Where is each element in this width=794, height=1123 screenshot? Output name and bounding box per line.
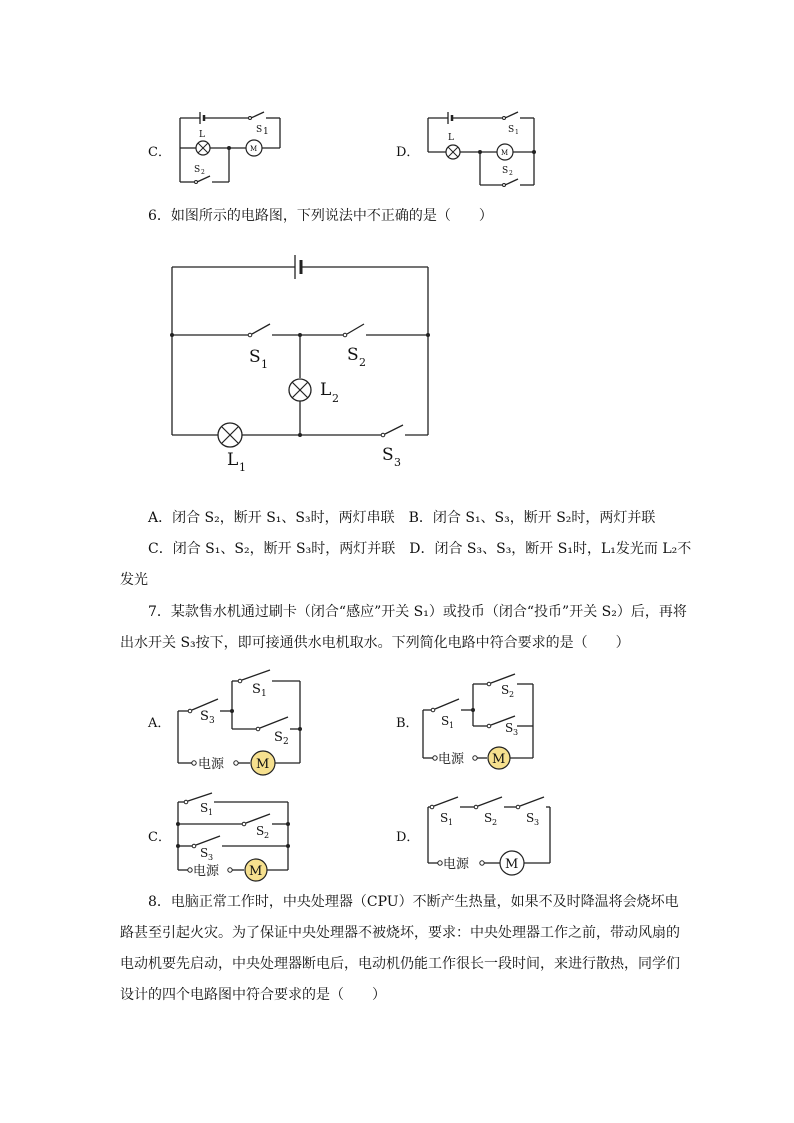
q6-s3-sub: 3 bbox=[394, 456, 401, 469]
q7b-s3: S bbox=[505, 721, 514, 735]
q6-s1-label: S bbox=[249, 347, 261, 367]
q7b-s1: S bbox=[441, 714, 450, 728]
q8-line3: 电动机要先启动，中央处理器断电后，电动机仍能工作很长一段时间，来进行散热，同学们 bbox=[120, 956, 680, 972]
q7-circuit-c bbox=[170, 790, 300, 885]
s1-label: S bbox=[256, 125, 263, 135]
q8-line1: 8．电脑正常工作时，中央处理器（CPU）不断产生热量，如果不及时降温将会烧坏电 bbox=[148, 894, 679, 910]
option-c-label: C． bbox=[148, 145, 171, 160]
s2-sub: 2 bbox=[201, 169, 205, 176]
q7a-power: 电源 bbox=[198, 757, 225, 772]
motor-label: M bbox=[250, 145, 258, 153]
q7-option-d-label: D． bbox=[396, 830, 420, 845]
q7d-s2-sub: 2 bbox=[492, 818, 498, 827]
q7b-motor: M bbox=[492, 752, 506, 767]
q7c-s2: S bbox=[256, 824, 265, 838]
q8-line4: 设计的四个电路图中符合要求的是（ ） bbox=[120, 987, 386, 1003]
q6-l1-label: L bbox=[227, 450, 239, 470]
q6-circuit bbox=[160, 250, 450, 480]
q7d-power: 电源 bbox=[443, 857, 470, 872]
s1-sub-d: 1 bbox=[515, 129, 519, 136]
q7d-s1: S bbox=[440, 811, 449, 825]
q7b-s3-sub: 3 bbox=[513, 728, 519, 737]
q6-l1-sub: 1 bbox=[239, 461, 246, 474]
q7d-s3-sub: 3 bbox=[534, 818, 540, 827]
motor-label-d: M bbox=[501, 149, 509, 157]
q7b-s2-sub: 2 bbox=[509, 690, 515, 699]
q6-s2-sub: 2 bbox=[359, 356, 366, 369]
q7b-s1-sub: 1 bbox=[449, 721, 455, 730]
q7d-s3: S bbox=[526, 811, 535, 825]
s2-sub-d: 2 bbox=[509, 170, 513, 177]
q6-s1-sub: 1 bbox=[261, 358, 268, 371]
q7c-s3-sub: 3 bbox=[208, 853, 214, 862]
q7c-s1-sub: 1 bbox=[208, 808, 214, 817]
q7-line1: 7．某款售水机通过刷卡（闭合“感应”开关 S₁）或投币（闭合“投币”开关 S₂）后，再将 bbox=[148, 604, 687, 620]
q7-circuit-b bbox=[415, 672, 545, 772]
q7c-power: 电源 bbox=[193, 864, 220, 879]
q7a-s3: S bbox=[200, 709, 209, 724]
s1-sub: 1 bbox=[263, 127, 269, 137]
q6-options-ab: A．闭合 S₂，断开 S₁、S₃时，两灯串联 B．闭合 S₁、S₃，断开 S₂时，两灯并联 bbox=[148, 510, 656, 526]
circuit-top-c bbox=[172, 110, 292, 190]
q7a-s1: S bbox=[252, 682, 261, 697]
s2-label: S bbox=[194, 165, 201, 175]
option-d-label: D． bbox=[396, 145, 420, 160]
q7c-motor: M bbox=[249, 864, 263, 879]
q6-s2-label: S bbox=[347, 345, 359, 365]
q7-option-c-label: C． bbox=[148, 830, 171, 845]
q6-options-cd: C．闭合 S₁、S₂，断开 S₃时，两灯并联 D．闭合 S₃、S₃，断开 S₁时，L₁发光而 L₂不 bbox=[148, 541, 692, 557]
q6-title: 6．如图所示的电路图，下列说法中不正确的是（ ） bbox=[148, 208, 493, 224]
q7-option-a-label: A． bbox=[148, 716, 171, 731]
lamp-label-d: L bbox=[448, 133, 454, 143]
s2-label-d: S bbox=[502, 166, 509, 176]
q7b-s2: S bbox=[501, 683, 510, 697]
q7-circuit-a bbox=[170, 665, 310, 775]
q6-options-cd-cont: 发光 bbox=[120, 572, 148, 588]
q6-l2-sub: 2 bbox=[332, 392, 339, 405]
q7a-s2-sub: 2 bbox=[283, 737, 289, 747]
q7-line2: 出水开关 S₃按下，即可接通供水电机取水。下列简化电路中符合要求的是（ ） bbox=[120, 635, 630, 651]
q7c-s3: S bbox=[200, 846, 209, 860]
q7b-power: 电源 bbox=[438, 752, 465, 767]
q7a-s1-sub: 1 bbox=[261, 689, 267, 699]
circuit-top-d bbox=[420, 110, 545, 190]
q7c-s1: S bbox=[200, 801, 209, 815]
q7-option-b-label: B． bbox=[396, 716, 419, 731]
q7d-s1-sub: 1 bbox=[448, 818, 454, 827]
q6-s3-label: S bbox=[382, 445, 394, 465]
lamp-label: L bbox=[199, 130, 205, 140]
q7a-s2: S bbox=[274, 730, 283, 745]
q7d-motor: M bbox=[505, 857, 519, 872]
q8-line2: 路甚至引起火灾。为了保证中央处理器不被烧坏，要求：中央处理器工作之前，带动风扇的 bbox=[120, 925, 680, 941]
q7c-s2-sub: 2 bbox=[264, 831, 270, 840]
q7d-s2: S bbox=[484, 811, 493, 825]
q6-l2-label: L bbox=[320, 380, 332, 400]
q7-circuit-d bbox=[420, 793, 560, 878]
q7a-motor: M bbox=[256, 757, 270, 772]
q7a-s3-sub: 3 bbox=[209, 716, 215, 726]
s1-label-d: S bbox=[508, 125, 515, 135]
